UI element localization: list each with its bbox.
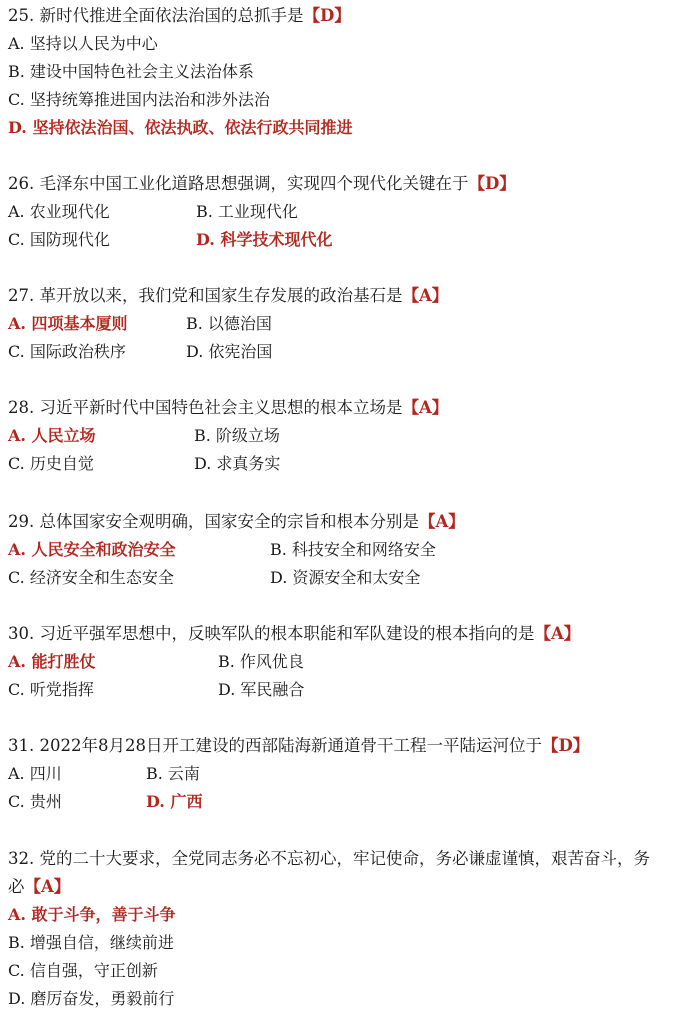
option-c: C. 坚持统筹推进国内法治和涉外法治 [8,90,270,109]
answer-key: 【A】 [534,624,581,643]
option-row [8,338,685,366]
question-stem: 30. 习近平强军思想中，反映军队的根本职能和军队建设的根本指向的是【A】 [8,624,581,643]
option-row [8,450,685,478]
option-a-correct: A. 人民安全和政治安全 [8,540,176,559]
option-a: A. 坚持以人民为中心 [8,34,158,53]
question-27 [8,282,685,366]
option-a-correct: A. 敢于斗争，善于斗争 [8,905,176,924]
option-row [8,226,685,254]
answer-key: 【A】 [419,512,465,531]
option-d: D. 求真务实 [194,454,281,473]
option-d-correct: D. 科学技术现代化 [196,230,333,249]
option-b: B. 建设中国特色社会主义法治体系 [8,62,254,81]
answer-key: 【A】 [24,877,71,896]
question-32 [8,845,685,1013]
question-stem: 27. 革开放以来，我们党和国家生存发展的政治基石是【A】 [8,286,449,305]
question-stem: 29. 总体国家安全观明确，国家安全的宗旨和根本分别是【A】 [8,512,465,531]
question-stem: 26. 毛泽东中国工业化道路思想强调，实现四个现代化关键在于【D】 [8,174,516,193]
option-a: A. 四川 [8,764,62,783]
option-b: B. 作风优良 [218,652,304,671]
question-stem: 28. 习近平新时代中国特色社会主义思想的根本立场是【A】 [8,398,449,417]
option-row [8,788,685,816]
answer-key: 【D】 [541,736,590,755]
option-row [8,310,685,338]
question-29 [8,508,685,592]
question-stem: 31. 2022年8月28日开工建设的西部陆海新通道骨干工程一平陆运河位于【D】 [8,736,590,755]
answer-key: 【D】 [303,6,351,25]
option-c: C. 信自强，守正创新 [8,961,158,980]
option-row [8,676,685,704]
question-30 [8,620,685,704]
option-row [8,760,685,788]
option-d: D. 军民融合 [218,680,305,699]
question-31 [8,732,685,816]
option-a-correct: A. 四项基本厦则 [8,314,128,333]
option-d-correct: D. 广西 [146,792,203,811]
option-c: C. 历史自觉 [8,454,94,473]
option-c: C. 听党指挥 [8,680,94,699]
question-28 [8,394,685,478]
answer-key: 【A】 [402,398,449,417]
option-row [8,536,685,564]
option-b: B. 云南 [146,764,200,783]
question-stem-continued: 必【A】 [8,877,71,896]
option-c: C. 贵州 [8,792,62,811]
option-d: D. 依宪治国 [186,342,273,361]
answer-key: 【A】 [402,286,449,305]
option-row [8,648,685,676]
question-stem: 32. 党的二十大要求，全党同志务必不忘初心，牢记使命，务必谦虚谨慎，艰苦奋斗，务 [8,849,650,868]
option-row [8,422,685,450]
option-a-correct: A. 能打胜仗 [8,652,96,671]
option-c: C. 经济安全和生态安全 [8,568,174,587]
option-a: A. 农业现代化 [8,202,110,221]
option-row [8,198,685,226]
option-b: B. 科技安全和网络安全 [270,540,436,559]
answer-key: 【D】 [468,174,516,193]
option-d: D. 磨厉奋发，勇毅前行 [8,989,175,1008]
option-b: B. 增强自信，继续前进 [8,933,174,952]
question-26 [8,170,685,254]
option-c: C. 国际政治秩序 [8,342,126,361]
option-b: B. 以德治国 [186,314,272,333]
question-25 [8,2,685,142]
option-d-correct: D. 坚持依法治国、依法执政、依法行政共同推进 [8,118,353,137]
option-b: B. 工业现代化 [196,202,298,221]
question-stem: 25. 新时代推进全面依法治国的总抓手是【D】 [8,6,351,25]
option-a-correct: A. 人民立场 [8,426,96,445]
option-row [8,564,685,592]
option-c: C. 国防现代化 [8,230,110,249]
option-d: D. 资源安全和太安全 [270,568,421,587]
option-b: B. 阶级立场 [194,426,280,445]
